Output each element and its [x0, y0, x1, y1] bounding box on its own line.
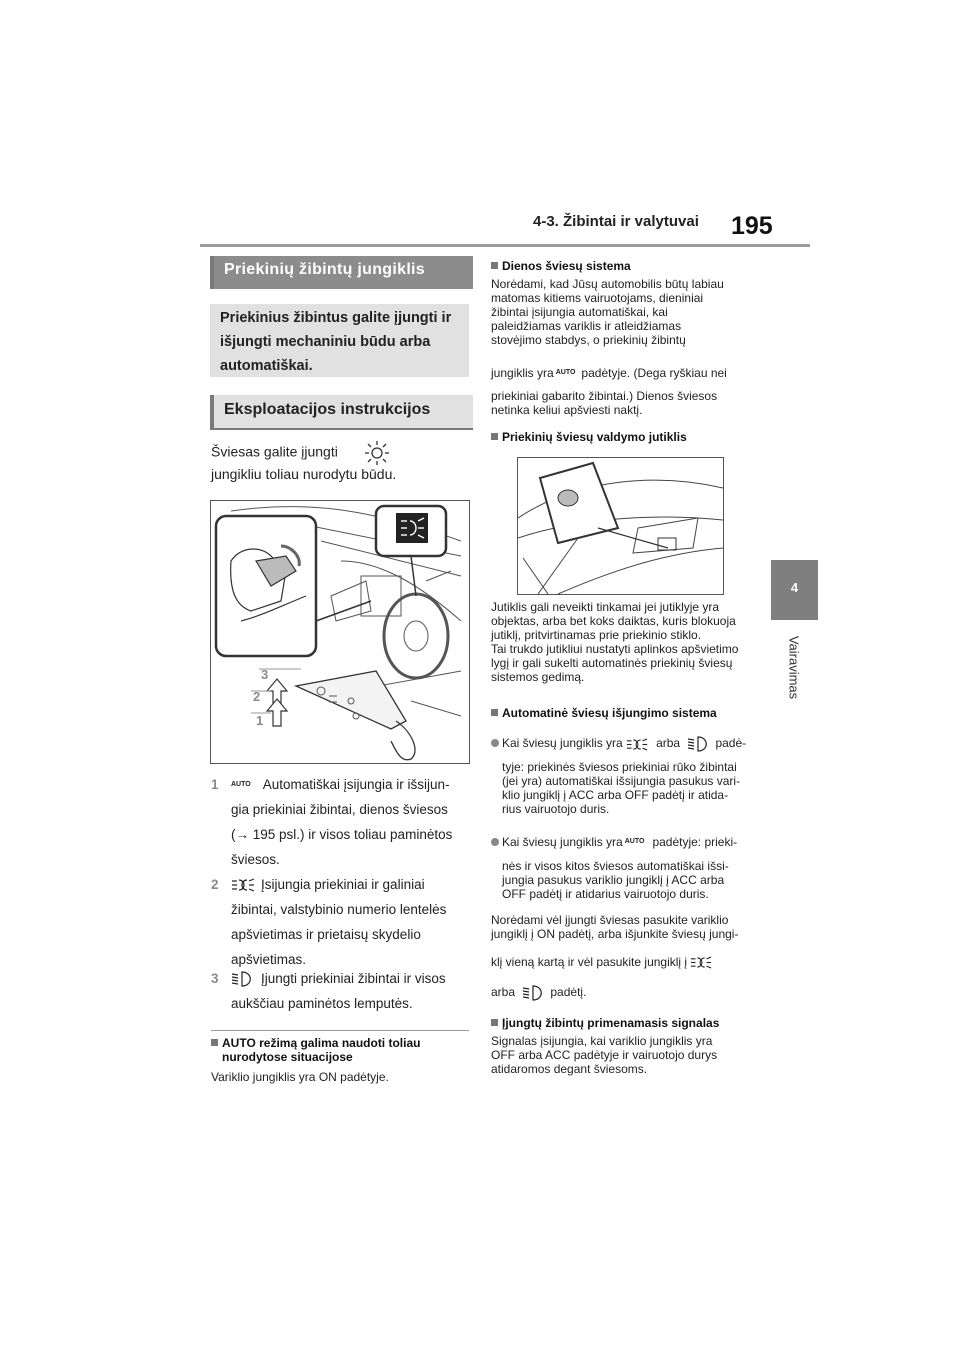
- drl-paragraph-2: [491, 389, 756, 417]
- text-line: matomas kitiems vairuotojams, dieniniai: [491, 291, 704, 305]
- text-line: paleidžiamas variklis ir atleidžiamas: [491, 319, 682, 333]
- intro-box: [210, 304, 469, 377]
- text-line: žibintai įsijungia automatiškai, kai: [491, 305, 668, 319]
- item-number: 1: [211, 777, 219, 792]
- text-line: Tai trukdo jutikliui nustatyti aplinkos apšvietimo: [491, 642, 739, 656]
- text-line: sistemos gedimą.: [491, 670, 585, 684]
- item-line: apšvietimas.: [231, 952, 307, 967]
- square-bullet-icon: [491, 433, 498, 440]
- chapter-number: 4: [790, 580, 799, 595]
- windshield-drawing: [518, 458, 723, 594]
- intro-text: Priekinius žibintus galite įjungti ir išjungti mechaniniu būdu arba automatiškai.: [220, 310, 452, 374]
- reminder-paragraph: [491, 1034, 756, 1076]
- reenable-line-3: [491, 955, 756, 969]
- text-line: arba: [491, 985, 516, 1000]
- drl-line-6: [491, 366, 756, 380]
- list-item: [211, 872, 471, 972]
- light-bulb-icon: [362, 440, 392, 466]
- text-line: arba: [656, 736, 681, 751]
- text-line: Kai šviesų jungiklis yra: [502, 736, 623, 751]
- text-line: Kai šviesų jungiklis yra: [502, 835, 623, 849]
- reenable-paragraph: [491, 913, 756, 941]
- text-line: lygį ir gali sukelti automatinės priekinių šviesų: [491, 656, 733, 670]
- text-line: klio jungiklį į ACC arba OFF padėtį ir atida-: [502, 788, 729, 802]
- item-line: žibintai, valstybinio numerio lentelės: [231, 902, 447, 917]
- text-line: nės ir visos kitos šviesos automatiškai išsi-: [502, 859, 729, 873]
- reenable-line-4: [491, 985, 756, 1001]
- text-line: jungia pasukus variklio jungiklį į ACC arba: [502, 873, 725, 887]
- round-bullet-icon: [491, 838, 499, 846]
- heading-line: AUTO režimą galima naudoti toliau: [222, 1036, 421, 1050]
- square-bullet-icon: [211, 1039, 218, 1046]
- section-header: 4-3. Žibintai ir valytuvai: [533, 213, 699, 230]
- chapter-tab: [771, 560, 818, 620]
- auto-icon: AUTO: [555, 369, 576, 376]
- item-line: aukščiau paminėtos lemputės.: [231, 996, 413, 1011]
- auto-mode-heading: [211, 1036, 471, 1064]
- chapter-label: [782, 630, 802, 710]
- heading-text: Automatinė šviesų išjungimo sistema: [502, 706, 717, 720]
- text-line: OFF arba ACC padėtyje ir vairuotojo durys: [491, 1048, 718, 1062]
- item-line: Automatiškai įsijungia ir išsijun-: [262, 777, 450, 792]
- text-line: Signalas įsijungia, kai variklio jungiklis yra: [491, 1034, 713, 1048]
- callout-3: 3: [261, 667, 269, 682]
- heading-text: Dienos šviesų sistema: [502, 259, 631, 273]
- square-bullet-icon: [491, 709, 498, 716]
- light-switch-illustration: [210, 500, 470, 764]
- list-item: [211, 772, 471, 872]
- drl-heading: [491, 259, 756, 273]
- lead-line-2: jungikliu toliau nurodytu būdu.: [211, 466, 397, 482]
- text-line: padė-: [715, 736, 747, 751]
- text-line: objektas, arba bet koks daiktas, kuris blokuoja: [491, 614, 736, 628]
- text-line: padėtyje. (Dega ryškiau nei: [581, 366, 727, 380]
- text-line: stovėjimo stabdys, o priekinių žibintų: [491, 333, 686, 347]
- tail-light-icon: [626, 738, 648, 751]
- sensor-heading: [491, 430, 756, 444]
- text-line: atidaromos degant šviesoms.: [491, 1062, 648, 1076]
- ops-title-box: [210, 395, 473, 430]
- drl-paragraph: [491, 277, 756, 347]
- text-line: padėtyje: prieki-: [652, 835, 738, 849]
- text-line: jutiklį, pritvirtinamas prie priekinio stiklo.: [491, 628, 702, 642]
- heading-text: Įjungtų žibintų primenamasis signalas: [502, 1016, 720, 1030]
- header-rule: [200, 244, 810, 247]
- list-item: [211, 966, 471, 1016]
- headlight-icon: [522, 985, 546, 1001]
- page-number: 195: [731, 212, 773, 240]
- text-line: Norėdami, kad Jūsų automobilis būtų labiau: [491, 277, 724, 291]
- lead-text-1: Šviesas galite įjungti: [211, 443, 338, 460]
- square-bullet-icon: [491, 262, 498, 269]
- text-line: (jei yra) automatiškai išsijungia pasukus vari-: [502, 774, 741, 788]
- auto-icon: AUTO: [624, 838, 645, 845]
- auto-icon: AUTO: [231, 781, 251, 788]
- item-number: 3: [211, 971, 219, 986]
- item-line: Įjungti priekiniai žibintai ir visos: [261, 971, 446, 986]
- text-line: priekiniai gabarito žibintai.) Dienos šviesos: [491, 389, 718, 403]
- text-line: rius vairuotojo duris.: [502, 802, 610, 816]
- tail-light-icon: [690, 956, 712, 969]
- section-title: Priekinių žibintų jungiklis: [224, 261, 426, 278]
- item-line: šviesos.: [231, 852, 280, 867]
- text-line: netinka keliui apšviesti naktį.: [491, 403, 643, 417]
- item-line: gia priekiniai žibintai, dienos šviesos: [231, 802, 448, 817]
- text-line: padėtį.: [550, 985, 587, 1000]
- text-line: Jutiklis gali neveikti tinkamai jei jutiklyje yra: [491, 600, 720, 614]
- heading-line: nurodytose situacijose: [222, 1050, 353, 1064]
- callout-1: 1: [256, 713, 264, 728]
- section-title-box: [210, 256, 473, 289]
- auto-mode-text: Variklio jungiklis yra ON padėtyje.: [211, 1070, 389, 1084]
- item-line: apšvietimas ir prietaisų skydelio: [231, 927, 421, 942]
- dashboard-drawing: [211, 501, 469, 763]
- heading-text: Priekinių šviesų valdymo jutiklis: [502, 430, 687, 444]
- text-line: Norėdami vėl įjungti šviesas pasukite variklio: [491, 913, 729, 927]
- item-line: Įsijungia priekiniai ir galiniai: [261, 877, 425, 892]
- autooff-heading: [491, 706, 756, 720]
- round-bullet-icon: [491, 739, 499, 747]
- item-number: 2: [211, 877, 219, 892]
- text-line: jungiklis yra: [491, 366, 554, 380]
- chapter-label-text: Vairavimas: [786, 635, 802, 700]
- text-line: tyje: priekinės šviesos priekiniai rūko žibintai: [502, 760, 737, 774]
- headlight-icon: [687, 736, 711, 752]
- ops-title: Eksploatacijos instrukcijos: [224, 401, 431, 418]
- reminder-heading: [491, 1016, 756, 1030]
- callout-2: 2: [253, 689, 261, 704]
- text-line: klį vieną kartą ir vėl pasukite jungiklį į: [491, 955, 688, 969]
- separator: [211, 1030, 469, 1031]
- headlight-icon: [231, 971, 255, 987]
- sensor-paragraph: [491, 600, 756, 684]
- square-bullet-icon: [491, 1019, 498, 1026]
- sensor-illustration: [517, 457, 724, 595]
- text-line: OFF padėtį ir atidarius vairuotojo duris.: [502, 887, 709, 901]
- text-line: jungiklį į ON padėtį, arba išjunkite šviesų jungi-: [491, 927, 739, 941]
- tail-light-icon: [231, 878, 255, 892]
- item-line: (→ 195 psl.) ir visos toliau paminėtos: [231, 827, 453, 842]
- bullet-2-continuation: [502, 859, 758, 901]
- bullet-1-continuation: [502, 760, 758, 816]
- lead-line-1: [211, 440, 392, 466]
